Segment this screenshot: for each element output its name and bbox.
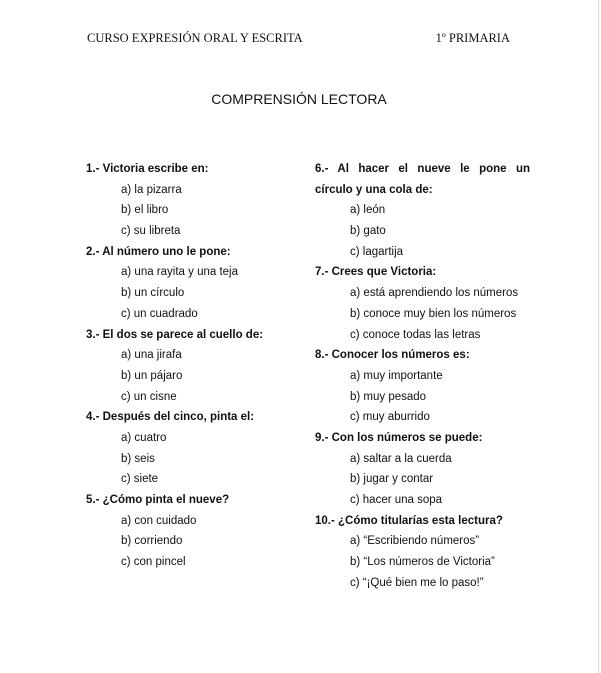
answer-option: b) el libro xyxy=(121,204,169,217)
answer-option: c) “¡Qué bien me lo paso!” xyxy=(350,576,484,589)
answer-option: a) la pizarra xyxy=(121,183,182,196)
question-block xyxy=(86,325,286,408)
answer-option: a) está aprendiendo los números xyxy=(350,287,519,300)
answer-option: a) con cuidado xyxy=(121,514,197,527)
question-text: 9.- Con los números se puede: xyxy=(315,431,483,444)
question-block xyxy=(315,428,530,511)
answer-option: b) gato xyxy=(350,225,386,238)
question-block xyxy=(86,490,286,573)
answer-option: c) un cisne xyxy=(121,390,177,403)
answer-option: b) seis xyxy=(121,452,155,465)
answer-option: c) lagartija xyxy=(350,245,404,258)
answer-option: a) “Escribiendo números” xyxy=(350,535,480,548)
answer-option: b) muy pesado xyxy=(350,390,427,403)
answer-option: c) un cuadrado xyxy=(121,307,198,320)
answer-option: a) una jirafa xyxy=(121,349,182,362)
answer-option: b) corriendo xyxy=(121,535,183,548)
answer-option: c) conoce todas las letras xyxy=(350,328,481,341)
question-text: 7.- Crees que Victoria: xyxy=(315,266,437,279)
question-block xyxy=(315,262,530,345)
page-header xyxy=(87,31,510,46)
question-block xyxy=(86,242,286,325)
answer-option: a) saltar a la cuerda xyxy=(350,452,452,465)
question-text: 3.- El dos se parece al cuello de: xyxy=(86,328,264,341)
answer-option: b) un círculo xyxy=(121,287,185,300)
question-text: 6.- Al hacer el nueve le pone un xyxy=(315,163,530,175)
grade-level: 1º PRIMARIA xyxy=(435,31,510,45)
question-text: 1.- Victoria escribe en: xyxy=(86,163,209,175)
question-text: 8.- Conocer los números es: xyxy=(315,349,470,362)
answer-option: c) su libreta xyxy=(121,225,181,238)
question-text: 10.- ¿Cómo titularías esta lectura? xyxy=(315,514,503,527)
question-block xyxy=(315,345,530,428)
page-title: COMPRENSIÓN LECTORA xyxy=(211,91,387,107)
questions-left-column xyxy=(86,159,286,573)
answer-option: b) conoce muy bien los números xyxy=(350,307,517,320)
question-text: 4.- Después del cinco, pinta el: xyxy=(86,411,255,424)
question-block xyxy=(315,511,530,594)
answer-option: c) muy aburrido xyxy=(350,411,430,424)
question-text-continued: círculo y una cola de: xyxy=(315,183,433,196)
answer-option: b) un pájaro xyxy=(121,369,183,382)
answer-option: b) jugar y contar xyxy=(350,473,434,486)
question-block xyxy=(315,159,530,262)
question-block xyxy=(86,159,286,242)
answer-option: a) cuatro xyxy=(121,431,167,444)
answer-option: a) león xyxy=(350,204,386,217)
answer-option: a) una rayita y una teja xyxy=(121,266,238,279)
questions-right-column xyxy=(315,159,530,593)
answer-option: c) hacer una sopa xyxy=(350,494,443,506)
question-text: 5.- ¿Cómo pinta el nueve? xyxy=(86,494,230,506)
course-name: CURSO EXPRESIÓN ORAL Y ESCRITA xyxy=(87,31,303,45)
question-block xyxy=(86,407,286,490)
answer-option: c) con pincel xyxy=(121,556,186,569)
answer-option: a) muy importante xyxy=(350,369,443,382)
answer-option: b) “Los números de Victoria” xyxy=(350,556,495,569)
question-text: 2.- Al número uno le pone: xyxy=(86,245,231,258)
answer-option: c) siete xyxy=(121,473,159,486)
